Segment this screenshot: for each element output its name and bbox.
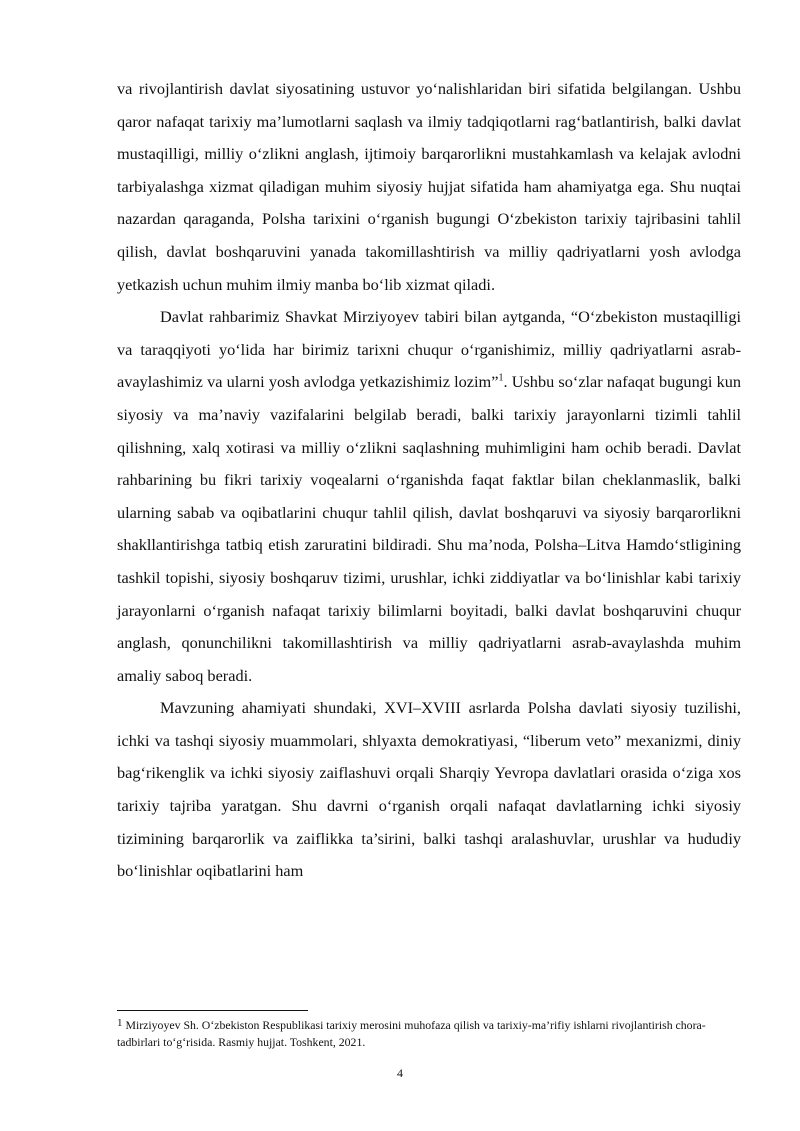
paragraph-president-quote (117, 301, 741, 692)
paragraph-topic-relevance: Mavzuning ahamiyati shundaki, XVI–XVIII asrlarda Polsha davlati siyosiy tuzilishi, ichki va tashqi siyosiy muammolari, shlyaxta demokratiyasi, “liberum veto” mexanizmi, diniy bag‘rikenglik va ichki siyosiy zaiflashuvi orqali Sharqiy Yevropa davlatlari orasida o‘ziga xos tarixiy tajriba yaratgan. Shu davrni o‘rganish orqali nafaqat davlatlarning ichki siyosiy tizimining barqarorlik va zaiflikka ta’sirini, balki tashqi aralashuvlar, urushlar va hududiy bo‘linishlar oqibatlarini ham (117, 698, 741, 881)
footnote-text: Mirziyoyev Sh. O‘zbekiston Respublikasi tarixiy merosini muhofaza qilish va tarixiy-ma’rifiy ishlarni rivojlantirish chora-tadbirlari to‘g‘risida. Rasmiy hujjat. Toshkent, 2021. (117, 1018, 706, 1049)
footnote-reference[interactable]: 1 (498, 372, 504, 384)
quote-text: Davlat rahbarimiz Shavkat Mirziyoyev tabiri bilan aytganda, “O‘zbekiston mustaqilligi va taraqqiyoti yo‘lida har birimiz tarixni chuqur o‘rganishimiz, milliy qadriyatlarni asrab-avaylashimiz va ularni yosh avlodga yetkazishimiz lozim” (117, 307, 741, 392)
footnote (117, 1017, 741, 1051)
footnote-separator (117, 1010, 308, 1011)
body-text (117, 73, 741, 888)
footnote-number: 1 (117, 1017, 123, 1029)
page-number: 4 (397, 1066, 403, 1080)
quote-continuation-text: . Ushbu so‘zlar nafaqat bugungi kun siyosiy va ma’naviy vazifalarini belgilab beradi, balki tarixiy jarayonlarni tizimli tahlil qilishning, xalq xotirasi va milliy o‘zlikni saqlashning muhimligini ham ochib beradi. Davlat rahbarining bu fikri tarixiy voqealarni o‘rganishda faqat faktlar bilan cheklanmaslik, balki ularning sabab va oqibatlarini chuqur tahlil qilish, davlat boshqaruvi va siyosiy barqarorlikni shakllantirishga tatbiq etish zaruratini bildiradi. Shu ma’noda, Polsha–Litva Hamdo‘stligining tashkil topishi, siyosiy boshqaruv tizimi, urushlar, ichki ziddiyatlar va bo‘linishlar kabi tarixiy jarayonlarni o‘rganish nafaqat tarixiy bilimlarni boyitadi, balki davlat boshqaruvini chuqur anglash, qonunchilikni takomillashtirish va milliy qadriyatlarni asrab-avaylashda muhim amaliy saboq beradi. (117, 372, 741, 685)
paragraph-continuation: va rivojlantirish davlat siyosatining ustuvor yo‘nalishlaridan biri sifatida belgilangan. Ushbu qaror nafaqat tarixiy ma’lumotlarni saqlash va ilmiy tadqiqotlarni rag‘batlantirish, balki davlat mustaqilligi, milliy o‘zlikni anglash, ijtimoiy barqarorlikni mustahkamlash va kelajak avlodni tarbiyalashga xizmat qiladigan muhim siyosiy hujjat sifatida ham ahamiyatga ega. Shu nuqtai nazardan qaraganda, Polsha tarixini o‘rganish bugungi O‘zbekiston tarixiy tajribasini tahlil qilish, davlat boshqaruvini yanada takomillashtirish va milliy qadriyatlarni yosh avlodga yetkazish uchun muhim ilmiy manba bo‘lib xizmat qiladi. (117, 79, 741, 294)
